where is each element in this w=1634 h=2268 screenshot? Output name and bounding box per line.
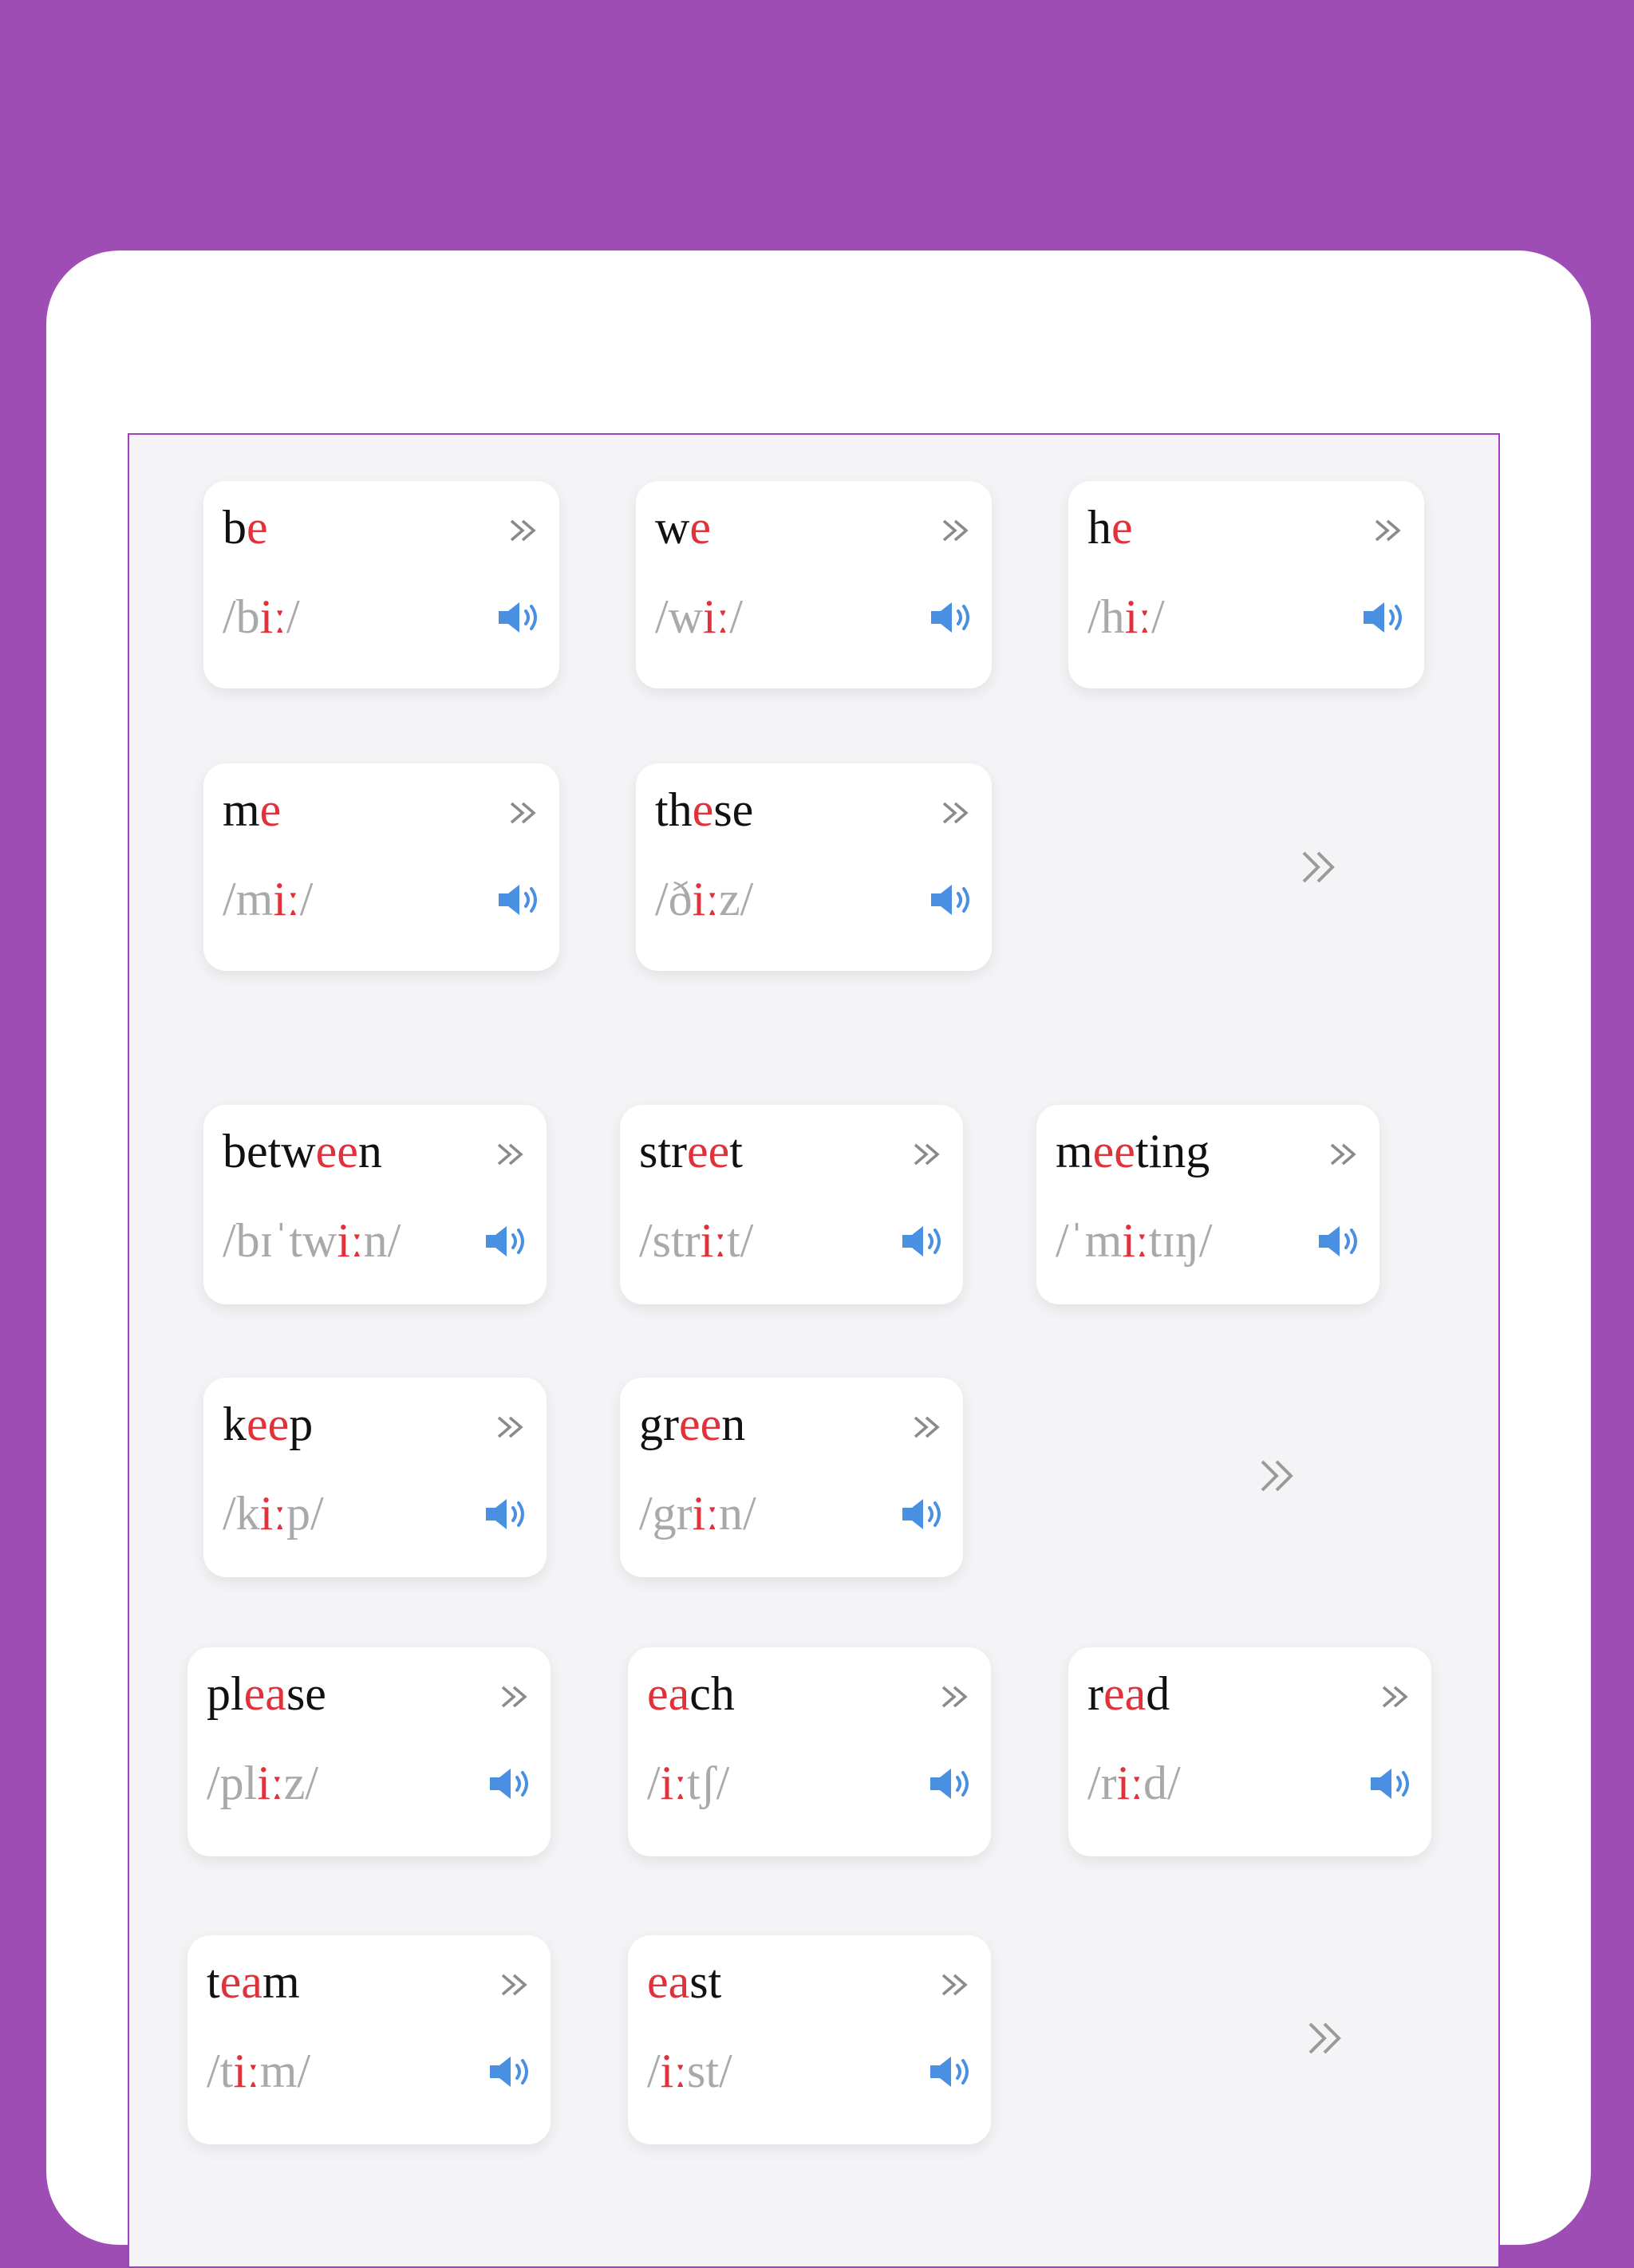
chevron-right-icon[interactable] — [937, 797, 974, 829]
word-card-between[interactable] — [203, 1105, 547, 1304]
word-text: meeting — [1056, 1125, 1210, 1177]
phonetic-text: /miː/ — [223, 873, 314, 925]
chevron-right-icon[interactable] — [937, 1681, 973, 1713]
phonetic-text: /kiːp/ — [223, 1487, 324, 1540]
chevron-right-icon[interactable] — [496, 1681, 533, 1713]
chevron-right-icon[interactable] — [505, 797, 542, 829]
chevron-right-icon[interactable] — [1377, 1681, 1414, 1713]
phonetic-text: /ˈmiːtɪŋ/ — [1056, 1214, 1213, 1267]
word-card-me[interactable] — [203, 763, 559, 971]
speaker-icon[interactable] — [487, 1765, 533, 1802]
phonetic-text: /ðiːz/ — [655, 873, 754, 925]
word-text: he — [1087, 501, 1133, 554]
word-card-team[interactable] — [187, 1935, 551, 2144]
word-text: between — [223, 1125, 382, 1177]
word-text: team — [207, 1955, 300, 2008]
word-card-green[interactable] — [620, 1378, 963, 1577]
word-card-meeting[interactable] — [1036, 1105, 1379, 1304]
speaker-icon[interactable] — [483, 1223, 529, 1260]
double-chevron-right-icon[interactable] — [1253, 1452, 1300, 1500]
word-card-east[interactable] — [628, 1935, 991, 2144]
chevron-right-icon[interactable] — [937, 1969, 973, 2001]
word-text: keep — [223, 1398, 314, 1450]
word-card-he[interactable] — [1068, 481, 1424, 688]
word-text: we — [655, 501, 711, 554]
word-card-please[interactable] — [187, 1647, 551, 1856]
word-card-each[interactable] — [628, 1647, 991, 1856]
word-card-these[interactable] — [636, 763, 992, 971]
word-text: green — [639, 1398, 746, 1450]
chevron-right-icon[interactable] — [492, 1138, 529, 1170]
phonetic-text: /bɪˈtwiːn/ — [223, 1214, 401, 1267]
chevron-right-icon[interactable] — [909, 1138, 945, 1170]
double-chevron-right-icon[interactable] — [1294, 843, 1342, 891]
speaker-icon[interactable] — [899, 1223, 945, 1260]
chevron-right-icon[interactable] — [505, 515, 542, 546]
word-text: these — [655, 783, 754, 836]
speaker-icon[interactable] — [928, 599, 974, 636]
speaker-icon[interactable] — [1316, 1223, 1362, 1260]
word-text: be — [223, 501, 268, 554]
chevron-right-icon[interactable] — [909, 1411, 945, 1443]
speaker-icon[interactable] — [483, 1496, 529, 1532]
speaker-icon[interactable] — [928, 882, 974, 918]
speaker-icon[interactable] — [1368, 1765, 1414, 1802]
word-card-be[interactable] — [203, 481, 559, 688]
speaker-icon[interactable] — [1360, 599, 1407, 636]
phonetic-text: /wiː/ — [655, 590, 744, 643]
chevron-right-icon[interactable] — [937, 515, 974, 546]
phonetic-text: /griːn/ — [639, 1487, 756, 1540]
phonetic-text: /hiː/ — [1087, 590, 1165, 643]
word-text: please — [207, 1667, 326, 1720]
speaker-icon[interactable] — [927, 1765, 973, 1802]
phonetic-text: /riːd/ — [1087, 1757, 1181, 1809]
word-text: each — [647, 1667, 735, 1720]
word-card-street[interactable] — [620, 1105, 963, 1304]
speaker-icon[interactable] — [487, 2053, 533, 2090]
word-card-read[interactable] — [1068, 1647, 1431, 1856]
double-chevron-right-icon[interactable] — [1300, 2014, 1348, 2062]
speaker-icon[interactable] — [927, 2053, 973, 2090]
word-list-panel — [128, 433, 1500, 2268]
chevron-right-icon[interactable] — [496, 1969, 533, 2001]
word-card-keep[interactable] — [203, 1378, 547, 1577]
word-text: street — [639, 1125, 743, 1177]
chevron-right-icon[interactable] — [1325, 1138, 1362, 1170]
phonetic-text: /tiːm/ — [207, 2045, 311, 2097]
word-text: read — [1087, 1667, 1170, 1720]
word-text: east — [647, 1955, 722, 2008]
word-card-we[interactable] — [636, 481, 992, 688]
phonetic-text: /biː/ — [223, 590, 300, 643]
speaker-icon[interactable] — [899, 1496, 945, 1532]
speaker-icon[interactable] — [495, 882, 542, 918]
phonetic-text: /iːtʃ/ — [647, 1757, 730, 1809]
phonetic-text: /iːst/ — [647, 2045, 732, 2097]
phonetic-text: /pliːz/ — [207, 1757, 318, 1809]
chevron-right-icon[interactable] — [492, 1411, 529, 1443]
chevron-right-icon[interactable] — [1370, 515, 1407, 546]
speaker-icon[interactable] — [495, 599, 542, 636]
phonetic-text: /striːt/ — [639, 1214, 754, 1267]
word-text: me — [223, 783, 282, 836]
